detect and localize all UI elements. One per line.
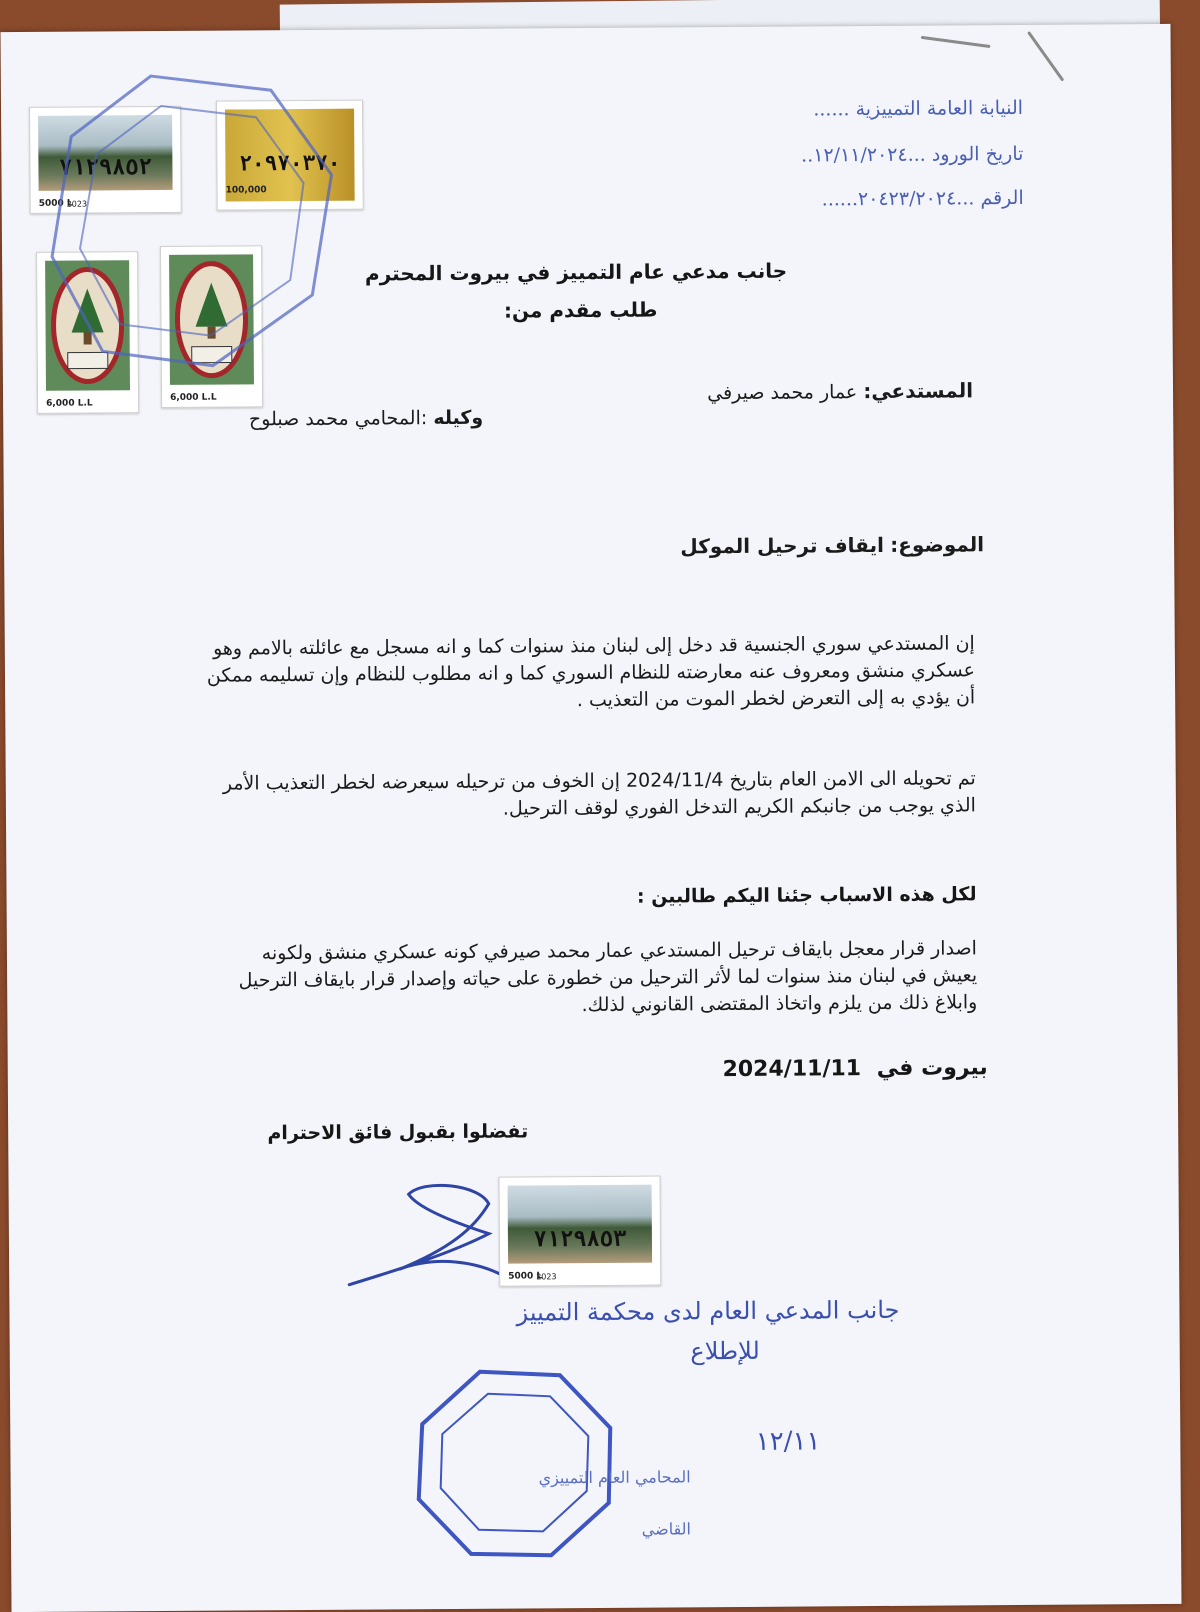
- agent-name: :المحامي محمد صبلوح: [248, 407, 428, 431]
- body-paragraph-1: إن المستدعي سوري الجنسية قد دخل إلى لبنان منذ سنوات كما و انه مسجل مع عائلته بالامم وهو عسكري منشق ومعروف عنه معارضته للنظام السوري كما و انه مطلوب للنظام وإن تسليمه ممكن أن يؤدي به إلى التعرض لخطر الموت من التعذيب .: [206, 632, 976, 712]
- subject-text: ايقاف ترحيل الموكل: [680, 532, 884, 559]
- header-office: النيابة العامة التمييزية ......: [813, 96, 1024, 121]
- fiscal-stamp-bottom: ٧١٢٩٨٥٣ 5000 L 2023: [499, 1176, 662, 1287]
- subject-row: [484, 531, 984, 561]
- stamp-serial: ٧١٢٩٨٥٢: [59, 155, 152, 181]
- body-paragraph-2: تم تحويله الى الامن العام بتاريخ 2024/11/4 إن الخوف من ترحيله سيعرضه لخطر التعذيب الأمر الذي يوجب من جانبكم الكريم التدخل الفوري لوقف الترحيل.: [222, 767, 976, 820]
- closing: تفضلوا بقبول فائق الاحترام: [267, 1120, 529, 1145]
- header-number: الرقم ...٢٠٤٢٣/٢٠٢٤......: [821, 186, 1024, 211]
- reasons-heading: لكل هذه الاسباب جئنا اليكم طالبين :: [636, 883, 977, 908]
- fiscal-stamp-coat-2: 6,000 L.L: [160, 245, 263, 408]
- reasons-text: اصدار قرار معجل بايقاف ترحيل المستدعي عمار محمد صيرفي كونه عسكري منشق ولكونه يعيش في لبنان منذ سنوات لما لأثر الترحيل من خطورة على حياته وإصدار قرار بايقاف الترحيل وابلاغ ذلك من يلزم واتخاذ المقتضى القانوني لذلك.: [238, 937, 978, 1017]
- agent-label: وكيله: [433, 406, 484, 430]
- staple-2: [1027, 31, 1064, 82]
- fiscal-stamp-top-left: ٧١٢٩٨٥٢ 5000 L 2023: [29, 106, 182, 214]
- document-page: [0, 24, 1181, 1612]
- seal-line-2: القاضي: [641, 1519, 692, 1539]
- plaintiff-name: عمار محمد صيرفي: [707, 381, 858, 405]
- subject-label: الموضوع:: [890, 532, 985, 557]
- plaintiff-label: المستدعي:: [863, 378, 974, 404]
- endorsement-line-2: للإطلاع: [690, 1336, 760, 1366]
- agent-row: [183, 405, 483, 434]
- plaintiff-row: [573, 377, 973, 408]
- seal-line-1: المحامي العام التمييزي: [538, 1467, 691, 1488]
- signature: [338, 1174, 509, 1305]
- staple-1: [921, 36, 991, 48]
- fiscal-stamp-yellow: ٢٠٩٧٠٣٧٠ 100,000: [216, 100, 364, 211]
- place-date: [488, 1055, 988, 1083]
- stamp-serial: ٧١٢٩٨٥٣: [533, 1226, 627, 1253]
- header-date: تاريخ الورود ...١٢/١١/٢٠٢٤..: [801, 142, 1024, 167]
- place: بيروت في: [876, 1055, 988, 1082]
- fiscal-stamp-coat-1: 6,000 L.L: [36, 251, 139, 414]
- request-from: طلب مقدم من:: [503, 297, 658, 323]
- endorsement-line-1: جانب المدعي العام لدى محكمة التمييز: [516, 1295, 900, 1327]
- date: 2024/11/11: [722, 1056, 862, 1083]
- official-seal-top: [41, 65, 343, 387]
- stamp-serial: ٢٠٩٧٠٣٧٠: [239, 150, 341, 176]
- addressee: جانب مدعي عام التمييز في بيروت المحترم: [364, 258, 788, 286]
- endorsement-date: ١٢/١١: [755, 1426, 821, 1457]
